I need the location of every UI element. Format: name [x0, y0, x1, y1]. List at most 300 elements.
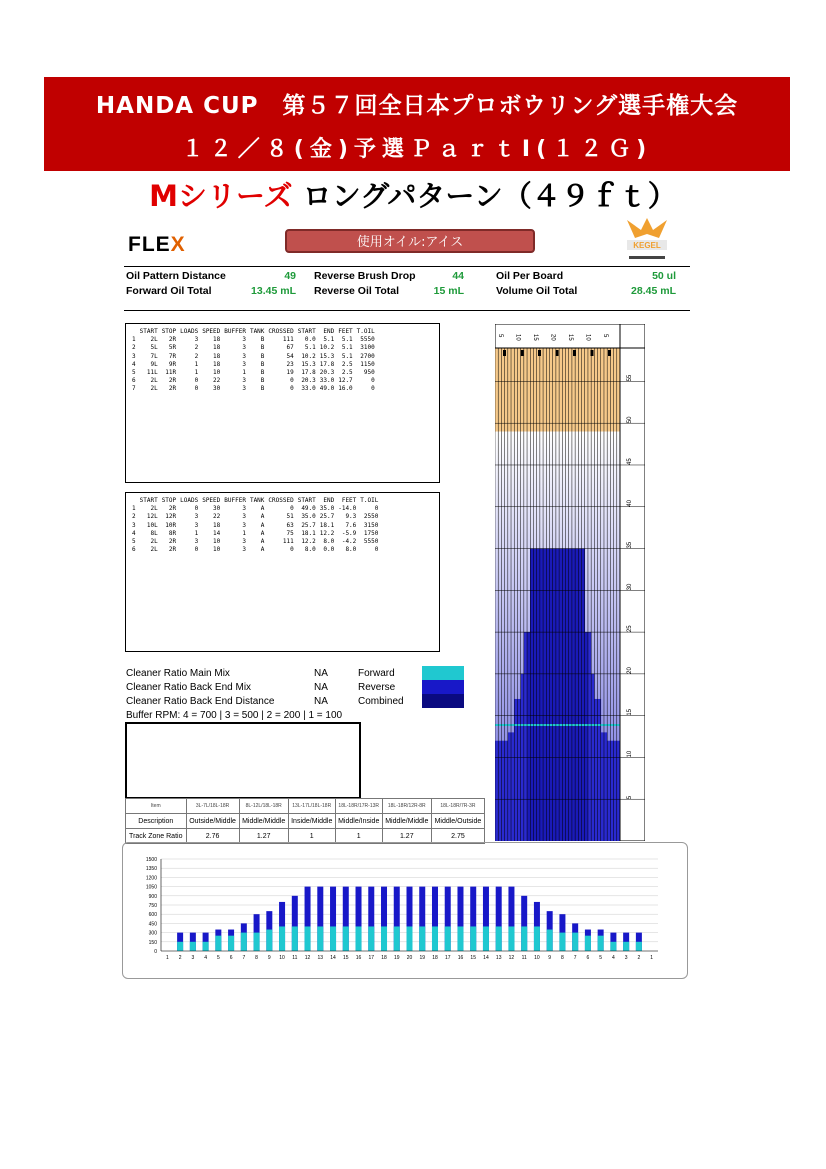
x-tick-label: 18 [432, 955, 438, 961]
table-cell: 3 [242, 385, 246, 393]
column-header: SPEED [202, 497, 221, 504]
table-cell: 10.2 [319, 344, 335, 352]
foot-label: 20 [627, 667, 633, 674]
table-cell: 3 [132, 521, 136, 529]
column-header: START [297, 497, 316, 504]
table-cell: 18.1 [301, 529, 316, 537]
zone-cell: Item [126, 799, 187, 814]
table-cell: 5550 [360, 336, 375, 344]
table-cell: 33.0 [319, 377, 335, 385]
table-cell: 11R [165, 369, 177, 377]
bar-forward [343, 926, 349, 951]
x-tick-label: 16 [457, 955, 464, 961]
table-cell: 7.6 [345, 521, 357, 529]
zone-cell: Description [126, 814, 187, 829]
top-board-label: 5 [497, 334, 503, 338]
table-cell: 2R [168, 505, 177, 513]
forward-table [130, 328, 377, 394]
x-tick-label: 8 [255, 955, 258, 961]
table-cell: 19 [286, 369, 294, 377]
table-cell: 3 [242, 538, 246, 546]
x-tick-label: 10 [534, 955, 540, 961]
table-cell: 2 [194, 344, 199, 352]
table-cell: 3 [194, 538, 199, 546]
table-cell: 7L [150, 352, 158, 360]
column-header: FEET [338, 328, 353, 335]
table-cell: 1 [194, 529, 199, 537]
table-cell: 15.3 [301, 360, 316, 368]
divider [124, 310, 690, 311]
foot-label: 50 [627, 416, 633, 424]
bar-forward [215, 936, 221, 951]
cleaner-value: NA [314, 682, 328, 693]
zone-row [126, 814, 485, 829]
table-row [130, 336, 377, 344]
unoiled-region [495, 348, 620, 432]
foot-label: 55 [627, 374, 633, 382]
column-header [130, 328, 138, 336]
x-tick-label: 2 [178, 955, 182, 961]
series-name: Mシリーズ [149, 179, 293, 213]
table-cell: 3 [242, 546, 246, 554]
target-arrow [591, 350, 594, 356]
table-cell: 5L [150, 344, 158, 352]
x-tick-label: 13 [317, 955, 324, 961]
table-row [130, 385, 377, 393]
table-cell: 2L [150, 377, 158, 385]
table-cell: 0 [194, 377, 199, 385]
table-cell: 20.3 [301, 377, 316, 385]
table-cell: 30 [213, 385, 221, 393]
table-cell: B [260, 369, 265, 377]
column-header: START [297, 328, 316, 335]
zone-cell: 1 [335, 829, 382, 844]
table-cell: A [260, 521, 265, 529]
table-cell: 0 [374, 505, 379, 513]
table-cell: 2.5 [341, 360, 353, 368]
column-header: TANK [249, 328, 265, 335]
table-row [130, 353, 377, 361]
divider [124, 266, 690, 267]
table-cell: 2R [168, 377, 177, 385]
table-cell: 5.1 [341, 352, 353, 360]
bar-forward [432, 926, 438, 951]
table-cell: 2R [168, 336, 177, 344]
stat-value: 50 ul [652, 270, 676, 282]
y-tick-label: 150 [148, 939, 157, 946]
x-tick-label: 20 [406, 955, 413, 961]
column-header: TANK [249, 497, 265, 504]
column-header: SPEED [202, 328, 221, 335]
table-cell: 0 [290, 546, 294, 554]
forward-band [495, 724, 620, 726]
table-cell: 5R [168, 344, 177, 352]
table-cell: 17.8 [319, 360, 335, 368]
table-cell: 2L [150, 546, 158, 554]
pattern-name: ロングパターン（４９ｆｔ） [302, 179, 677, 213]
table-cell: 2L [150, 385, 158, 393]
table-cell: 0 [290, 377, 294, 385]
table-cell: 8L [150, 529, 158, 537]
table-cell: 63 [286, 521, 294, 529]
title-banner [44, 77, 790, 171]
foot-label: 35 [627, 541, 633, 549]
table-cell: 75 [286, 529, 294, 537]
table-cell: 1 [242, 369, 246, 377]
table-cell: B [260, 377, 265, 385]
table-cell: 1 [132, 336, 136, 344]
x-tick-label: 5 [599, 955, 603, 961]
cleaner-label: Cleaner Ratio Back End Distance [126, 696, 275, 707]
table-cell: 22 [213, 513, 221, 521]
bar-forward [508, 926, 514, 951]
y-tick-label: 450 [148, 921, 157, 928]
flex-logo: FLEX [128, 233, 186, 256]
table-cell: A [260, 546, 265, 554]
table-row [130, 361, 377, 369]
table-cell: 33.0 [301, 385, 316, 393]
target-arrow [608, 350, 611, 356]
svg-text:KEGEL: KEGEL [633, 241, 661, 250]
table-cell: 0 [290, 505, 294, 513]
table-cell: 5550 [363, 538, 379, 546]
bar-forward [572, 933, 578, 951]
table-cell: 3 [242, 360, 246, 368]
oil-bar-chart [122, 842, 688, 979]
y-tick-label: 1350 [145, 866, 157, 873]
table-cell: 3 [242, 513, 246, 521]
bar-forward [292, 926, 298, 951]
stat-label: Forward Oil Total [126, 285, 212, 297]
column-header: T.OIL [356, 328, 375, 335]
zone-cell: 18L-18R/17R-13R [335, 799, 382, 814]
target-arrow [503, 350, 506, 356]
bar-forward [177, 942, 183, 951]
x-tick-label: 3 [624, 955, 628, 961]
bar-forward [636, 942, 642, 951]
table-cell: 1 [194, 360, 199, 368]
x-tick-label: 14 [483, 955, 489, 961]
table-cell: 8R [168, 529, 177, 537]
table-cell: B [260, 344, 265, 352]
column-header: START [139, 328, 158, 335]
cleaner-value: NA [314, 696, 328, 707]
bar-forward [419, 926, 425, 951]
table-cell: 3 [132, 352, 136, 360]
table-cell: 3 [194, 513, 199, 521]
oil-type-label: 使用オイル:アイス [285, 229, 535, 253]
cleaner-label: Cleaner Ratio Back End Mix [126, 682, 252, 693]
x-tick-label: 17 [368, 955, 375, 961]
bar-forward [356, 926, 362, 951]
zone-cell: Middle/Middle [382, 814, 431, 829]
x-tick-label: 16 [355, 955, 362, 961]
column-header: FEET [341, 497, 357, 504]
table-cell: 1150 [360, 360, 375, 368]
table-cell: 2R [168, 538, 177, 546]
table-cell: 54 [286, 352, 294, 360]
stat-label: Reverse Oil Total [314, 285, 400, 297]
table-cell: 17.8 [301, 369, 316, 377]
table-cell: A [260, 505, 265, 513]
table-cell: 3 [242, 344, 246, 352]
table-cell: 35.0 [319, 505, 335, 513]
table-cell: 12.2 [301, 538, 316, 546]
table-cell: 111 [282, 336, 294, 344]
table-cell: 3 [242, 505, 246, 513]
table-cell: 11L [146, 369, 158, 377]
table-cell: 2R [168, 385, 177, 393]
bar-forward [381, 926, 387, 951]
table-cell: 49.0 [301, 505, 316, 513]
table-cell: 5.1 [341, 344, 353, 352]
cleaner-value: NA [314, 668, 328, 679]
x-tick-label: 11 [521, 955, 527, 961]
x-tick-label: 4 [204, 955, 207, 961]
x-tick-label: 12 [508, 955, 515, 961]
foot-label: 40 [627, 500, 633, 507]
top-board-label: 10 [584, 334, 591, 341]
table-cell: 3100 [360, 344, 375, 352]
table-cell: 0.0 [304, 336, 316, 344]
series-title [0, 174, 826, 215]
bar-forward [190, 942, 196, 951]
table-cell: 12.7 [338, 377, 353, 385]
table-cell: 0 [374, 546, 379, 554]
legend-label: Combined [358, 696, 404, 707]
bar-forward [534, 926, 540, 951]
zone-cell: 1.27 [239, 829, 288, 844]
x-tick-label: 10 [279, 955, 285, 961]
x-tick-label: 8 [561, 955, 564, 961]
column-header: END [323, 497, 335, 504]
x-tick-label: 5 [216, 955, 220, 961]
table-cell: 2.5 [341, 369, 353, 377]
stat-label: Oil Pattern Distance [126, 270, 226, 282]
table-cell: 3 [242, 336, 246, 344]
table-cell: 0 [371, 385, 375, 393]
table-cell: -5.9 [341, 529, 357, 537]
bar-forward [521, 926, 527, 951]
table-cell: -4.2 [341, 538, 357, 546]
y-tick-label: 1500 [145, 857, 157, 863]
tournament-title: HANDA CUP 第５７回全日本プロボウリング選手権大会 [95, 93, 739, 119]
target-arrow [538, 350, 541, 356]
bar-forward [254, 933, 260, 951]
zone-cell: Inside/Middle [288, 814, 335, 829]
x-tick-label: 19 [393, 955, 400, 961]
table-cell: 12R [165, 513, 177, 521]
table-cell: 3 [242, 377, 246, 385]
x-tick-label: 15 [343, 955, 349, 961]
target-arrow [573, 350, 576, 356]
x-tick-label: 6 [229, 955, 233, 961]
column-header: STOP [161, 497, 177, 504]
stat-value: 15 mL [433, 285, 464, 297]
x-tick-label: 12 [304, 955, 311, 961]
table-cell: 18 [213, 336, 221, 344]
table-cell: 3 [242, 521, 246, 529]
table-cell: 20.3 [319, 369, 335, 377]
zone-cell: 3L-7L/18L-18R [186, 799, 239, 814]
table-cell: 16.0 [338, 385, 353, 393]
zone-cell: 18L-18R/7R-3R [431, 799, 484, 814]
table-cell: 25.7 [319, 513, 335, 521]
y-tick-label: 750 [148, 903, 157, 909]
zone-cell: Middle/Middle [239, 814, 288, 829]
column-header: BUFFER [224, 328, 246, 335]
foot-label: 5 [627, 795, 633, 800]
column-header: START [139, 497, 158, 504]
bar-forward [623, 942, 629, 951]
zone-row [126, 799, 485, 814]
table-cell: 9R [168, 360, 177, 368]
table-row [130, 344, 377, 352]
table-cell: 1 [242, 529, 246, 537]
bar-forward [610, 942, 616, 951]
top-board-label: 10 [514, 334, 521, 341]
column-header: BUFFER [224, 497, 246, 504]
foot-label: 30 [627, 583, 633, 591]
table-cell: 25.7 [301, 521, 316, 529]
table-cell: 18 [213, 352, 221, 360]
bar-forward [266, 930, 272, 951]
table-cell: 950 [363, 369, 375, 377]
table-cell: 12L [146, 513, 158, 521]
top-board-label: 15 [532, 334, 538, 341]
cleaner-label: Cleaner Ratio Main Mix [126, 668, 230, 679]
column-header: LOADS [180, 328, 199, 335]
table-cell: 4 [132, 529, 136, 537]
foot-label: 10 [627, 750, 633, 758]
table-cell: 10R [165, 521, 177, 529]
table-cell: 3150 [363, 521, 379, 529]
stat-label: Reverse Brush Drop [314, 270, 416, 282]
table-header-row [130, 497, 380, 505]
table-cell: 0 [194, 546, 199, 554]
table-cell: 2R [168, 546, 177, 554]
column-header: STOP [161, 328, 177, 335]
table-cell: 23 [286, 360, 294, 368]
buffer-rpm: Buffer RPM: 4 = 700 | 3 = 500 | 2 = 200 | 1 = 100 [126, 710, 343, 721]
bar-forward [598, 936, 604, 951]
table-cell: 7 [132, 385, 136, 393]
bar-forward [241, 933, 247, 951]
table-cell: 14 [213, 529, 221, 537]
table-cell: 8.0 [304, 546, 316, 554]
table-cell: 2550 [363, 513, 379, 521]
column-header: END [323, 328, 335, 335]
y-tick-label: 0 [154, 949, 157, 955]
y-tick-label: 1200 [145, 875, 157, 882]
stat-label: Volume Oil Total [496, 285, 578, 297]
stat-value: 49 [284, 270, 296, 282]
table-cell: 8.0 [345, 546, 357, 554]
table-cell: 35.0 [301, 513, 316, 521]
table-cell: 10 [213, 546, 221, 554]
table-row [130, 522, 380, 530]
bar-forward [317, 926, 323, 951]
foot-label: 45 [627, 458, 633, 465]
zone-cell: Middle/Inside [335, 814, 382, 829]
table-cell: 18 [213, 344, 221, 352]
legend-swatch-forward [422, 666, 464, 680]
table-cell: 10.2 [301, 352, 316, 360]
table-cell: 10 [213, 369, 221, 377]
table-row [130, 513, 380, 521]
zone-cell: 1 [288, 829, 335, 844]
bar-forward [496, 926, 502, 951]
bar-forward [368, 926, 374, 951]
foot-label: 25 [627, 625, 633, 633]
column-header: CROSSED [268, 328, 294, 335]
blank-box [125, 722, 361, 799]
table-cell: 8.0 [323, 538, 335, 546]
top-board-label: 20 [549, 334, 556, 341]
table-cell: A [260, 529, 265, 537]
target-arrow [556, 350, 559, 356]
y-tick-label: 1050 [145, 884, 157, 891]
x-tick-label: 15 [470, 955, 476, 961]
x-tick-label: 2 [637, 955, 641, 961]
table-cell: 30 [213, 505, 221, 513]
table-cell: 1 [194, 369, 199, 377]
table-row [130, 505, 380, 513]
table-cell: 2 [132, 513, 136, 521]
table-cell: 5 [132, 538, 136, 546]
zone-cell: 2.75 [431, 829, 484, 844]
table-cell: 2 [132, 344, 136, 352]
stat-value: 13.45 mL [251, 285, 296, 297]
table-row [130, 377, 377, 385]
table-cell: 9L [150, 360, 158, 368]
table-cell: 4 [132, 360, 136, 368]
table-header-row [130, 328, 377, 336]
column-header: T.OIL [360, 497, 379, 504]
x-tick-label: 7 [573, 955, 577, 961]
reverse-table [130, 497, 380, 554]
zone-cell: Middle/Outside [431, 814, 484, 829]
table-cell: 2700 [360, 352, 375, 360]
bar-forward [394, 926, 400, 951]
track-zone-table [125, 798, 485, 844]
legend-swatch-reverse [422, 680, 464, 694]
bar-forward [228, 936, 234, 951]
lane-oil-graph [495, 324, 645, 841]
table-cell: 51 [286, 513, 294, 521]
zone-cell: Track Zone Ratio [126, 829, 187, 844]
x-tick-label: 11 [292, 955, 298, 961]
table-row [130, 546, 380, 554]
bar-forward [203, 942, 209, 951]
table-cell: 0 [194, 385, 199, 393]
kegel-logo [621, 216, 673, 262]
y-tick-label: 900 [148, 893, 157, 900]
x-tick-label: 4 [612, 955, 615, 961]
table-cell: 5.1 [341, 336, 353, 344]
table-cell: 7R [168, 352, 177, 360]
x-tick-label: 9 [548, 955, 552, 961]
table-cell: B [260, 360, 265, 368]
zone-cell: 2.76 [186, 829, 239, 844]
table-cell: 9.3 [345, 513, 357, 521]
bar-forward [330, 926, 336, 951]
table-row [130, 369, 377, 377]
y-tick-label: 300 [148, 930, 157, 937]
pattern-stats [126, 270, 696, 304]
bar-forward [483, 926, 489, 951]
bar-forward [445, 926, 451, 951]
